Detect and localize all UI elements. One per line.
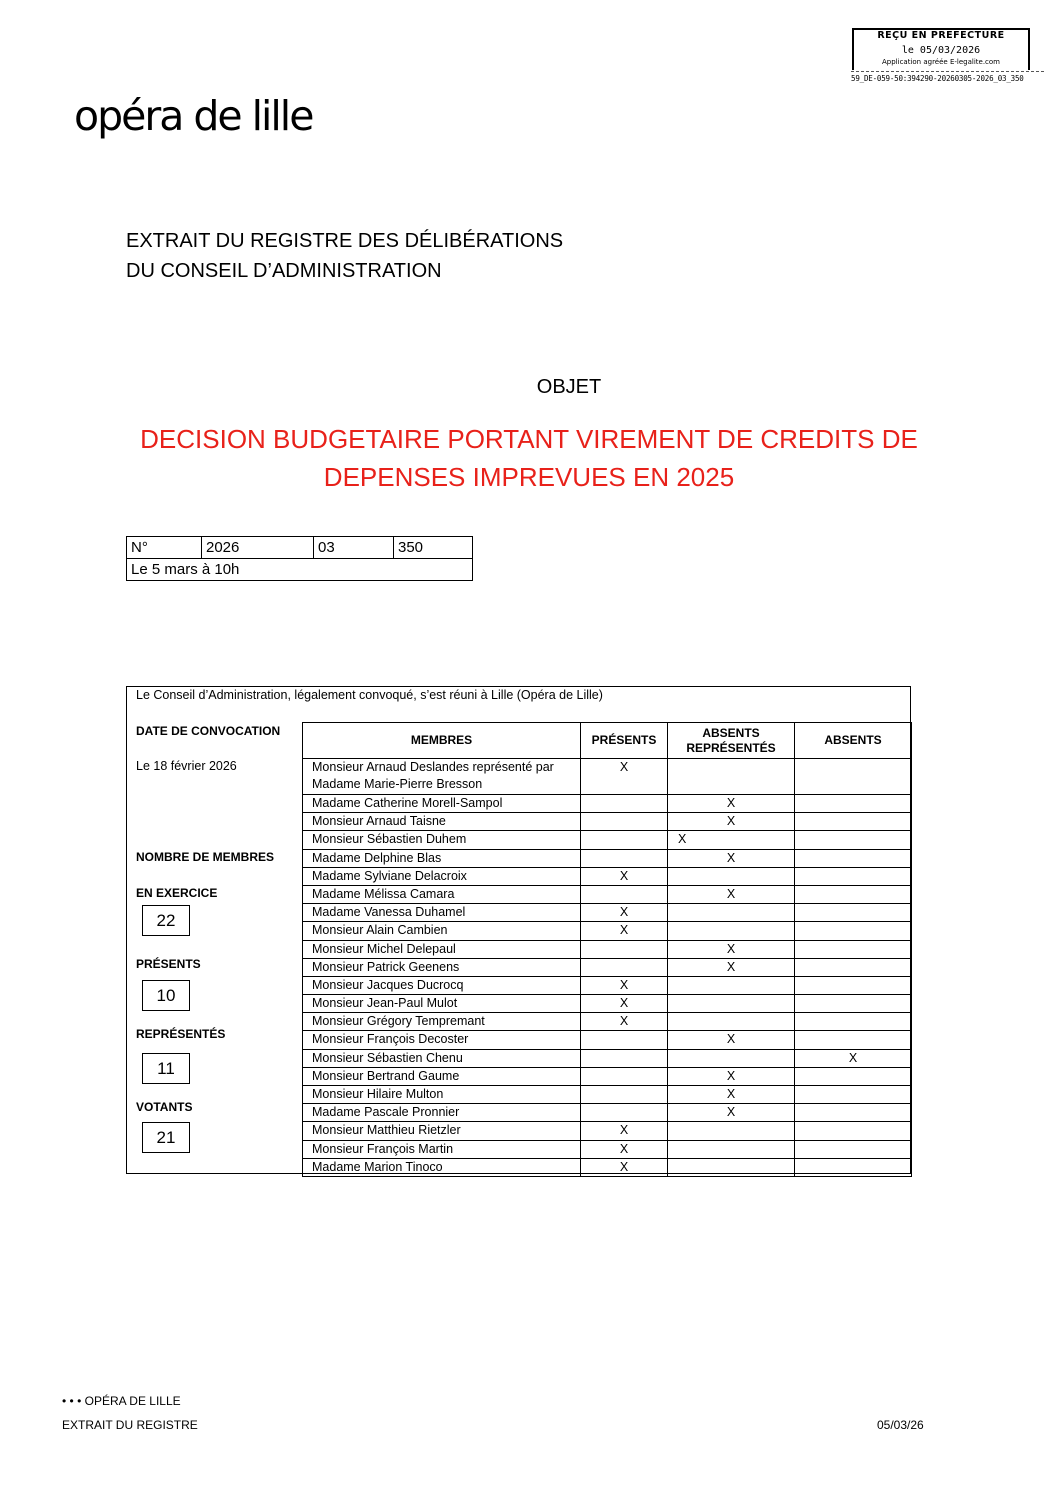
member-name-line: Madame Marion Tinoco [312,1159,443,1174]
extract-title-line-1: EXTRAIT DU REGISTRE DES DÉLIBÉRATIONS [126,230,564,252]
member-present-mark [581,1049,668,1067]
member-represented-mark [668,1140,795,1158]
member-represented-mark [668,976,795,994]
member-name-line: Monsieur François Martin [312,1141,454,1156]
member-present-mark [581,813,668,831]
represents-count: 11 [142,1053,190,1084]
member-name-line: Monsieur Jacques Ducrocq [312,977,464,992]
member-row [303,1140,912,1158]
member-name [303,1031,581,1049]
member-name-line: Monsieur Arnaud Deslandes représenté par [312,760,554,774]
member-absent-mark [795,885,912,903]
convocation-date: Le 18 février 2026 [136,759,237,773]
member-present-mark [581,849,668,867]
member-row [303,1013,912,1031]
header-presents: PRÉSENTS [581,723,668,759]
member-represented-mark: X [668,831,795,849]
member-name [303,958,581,976]
member-present-mark: X [581,1122,668,1140]
member-name [303,922,581,940]
member-represented-mark [668,995,795,1013]
n-number: 350 [394,537,473,559]
member-name-line: Madame Mélissa Camara [312,886,455,901]
member-row [303,958,912,976]
member-absent-mark [795,1013,912,1031]
meeting-intro: Le Conseil d’Administration, légalement convoqué, s’est réuni à Lille (Opéra de Lille) [136,688,603,702]
member-absent-mark [795,1158,912,1176]
prefecture-stamp [852,28,1028,70]
member-row [303,1122,912,1140]
member-present-mark: X [581,1140,668,1158]
member-name [303,995,581,1013]
member-name [303,976,581,994]
member-represented-mark [668,1122,795,1140]
footer-date: 05/03/26 [877,1418,924,1432]
member-row [303,759,912,795]
stamp-date: le 05/03/2026 [901,45,981,56]
member-absent-mark: X [795,1049,912,1067]
member-represented-mark: X [668,940,795,958]
votants-label: VOTANTS [136,1100,193,1114]
member-name-line: Monsieur Hilaire Multon [312,1087,444,1101]
date-row [127,559,473,581]
member-name-line: Madame Pascale Pronnier [312,1105,460,1120]
member-row [303,795,912,813]
member-name-line: Monsieur François Decoster [312,1032,469,1047]
member-absent-mark [795,831,912,849]
member-absent-mark [795,759,912,795]
member-present-mark [581,1067,668,1085]
member-represented-mark: X [668,795,795,813]
member-row [303,849,912,867]
member-row [303,1158,912,1176]
member-row [303,976,912,994]
member-absent-mark [795,1086,912,1104]
membres-label: NOMBRE DE MEMBRES [136,850,275,864]
member-represented-mark [668,1158,795,1176]
member-present-mark [581,885,668,903]
member-name [303,1122,581,1140]
member-present-mark: X [581,904,668,922]
member-absent-mark [795,1031,912,1049]
member-row [303,904,912,922]
represents-label: REPRÉSENTÉS [136,1027,226,1041]
votants-count: 21 [142,1122,190,1153]
member-absent-mark [795,849,912,867]
exercice-label: EN EXERCICE [136,886,218,900]
member-row [303,1067,912,1085]
member-name [303,1158,581,1176]
footer-doc: EXTRAIT DU REGISTRE [62,1418,198,1432]
member-row [303,831,912,849]
member-absent-mark [795,958,912,976]
meeting-date: Le 5 mars à 10h [127,559,473,581]
members-body [303,759,912,1177]
member-represented-mark [668,867,795,885]
member-represented-mark: X [668,1086,795,1104]
member-name [303,759,581,795]
header-absents-represents-line-2: REPRÉSENTÉS [686,740,776,755]
member-present-mark [581,940,668,958]
member-represented-mark [668,922,795,940]
member-name [303,1067,581,1085]
member-absent-mark [795,1104,912,1122]
member-represented-mark [668,1049,795,1067]
member-name [303,813,581,831]
member-absent-mark [795,1067,912,1085]
member-name [303,940,581,958]
member-name [303,1013,581,1031]
member-absent-mark [795,976,912,994]
member-represented-mark: X [668,849,795,867]
presents-label: PRÉSENTS [136,957,201,971]
member-present-mark [581,1086,668,1104]
member-name-line: Madame Vanessa Duhamel [312,905,466,920]
number-row [127,537,473,559]
member-row [303,1049,912,1067]
member-name-line: Monsieur Alain Cambien [312,923,448,938]
opera-logo: opéra de lille [74,92,313,140]
member-present-mark: X [581,1013,668,1031]
deliberation-number-table [126,536,473,581]
objet-label: OBJET [536,376,602,398]
members-header-row [303,723,912,759]
member-name [303,831,581,849]
member-absent-mark [795,940,912,958]
member-name [303,867,581,885]
member-absent-mark [795,867,912,885]
member-name-line: Monsieur Matthieu Rietzler [312,1123,461,1138]
member-present-mark [581,831,668,849]
member-name-line: Madame Sylviane Delacroix [312,868,467,883]
member-absent-mark [795,1122,912,1140]
member-present-mark [581,1104,668,1122]
member-name [303,1140,581,1158]
member-represented-mark: X [668,1031,795,1049]
member-present-mark: X [581,922,668,940]
header-absents-represents-line-1: ABSENTS [702,725,760,740]
decision-line-1: DECISION BUDGETAIRE PORTANT VIREMENT DE CREDITS DE [140,424,918,454]
member-name [303,885,581,903]
n-month: 03 [314,537,394,559]
n-year: 2026 [202,537,314,559]
member-row [303,1031,912,1049]
member-represented-mark: X [668,1067,795,1085]
footer-org: • • • OPÉRA DE LILLE [62,1394,181,1408]
member-name-line: Monsieur Sébastien Duhem [312,832,467,847]
convocation-label: DATE DE CONVOCATION [136,724,281,738]
stamp-reference: 59_DE-059-50:394290-20260305-2026_03_350 [851,74,1024,83]
header-absents-represents [668,723,795,759]
member-present-mark: X [581,759,668,795]
member-row [303,1104,912,1122]
member-name [303,1104,581,1122]
member-absent-mark [795,813,912,831]
extract-title [126,226,563,286]
member-present-mark [581,1031,668,1049]
decision-line-2: DEPENSES IMPREVUES EN 2025 [323,462,735,492]
member-name-line: Monsieur Arnaud Taisne [312,814,446,829]
stamp-divider [851,71,1044,72]
member-present-mark: X [581,1158,668,1176]
member-name-line: Madame Marie-Pierre Bresson [312,777,483,791]
member-present-mark: X [581,995,668,1013]
member-name [303,849,581,867]
member-name-line: Monsieur Grégory Tempremant [312,1014,485,1029]
stamp-app: Application agréée E-legalite.com [882,58,1000,66]
member-absent-mark [795,922,912,940]
member-represented-mark [668,759,795,795]
member-row [303,995,912,1013]
stamp-title: REÇU EN PREFECTURE [877,30,1005,41]
header-membres: MEMBRES [303,723,581,759]
decision-title [0,420,1058,496]
member-represented-mark [668,1013,795,1031]
member-name [303,904,581,922]
presents-count: 10 [142,980,190,1011]
member-present-mark [581,958,668,976]
member-represented-mark: X [668,1104,795,1122]
member-row [303,922,912,940]
member-present-mark [581,795,668,813]
member-name [303,1086,581,1104]
member-represented-mark [668,904,795,922]
member-name-line: Monsieur Jean-Paul Mulot [312,996,458,1011]
member-represented-mark: X [668,958,795,976]
member-name-line: Madame Catherine Morell-Sampol [312,796,503,810]
member-name-line: Monsieur Patrick Geenens [312,959,460,974]
member-row [303,940,912,958]
member-name-line: Madame Delphine Blas [312,850,442,865]
member-present-mark: X [581,976,668,994]
member-name-line: Monsieur Bertrand Gaume [312,1068,460,1083]
member-row [303,885,912,903]
member-present-mark: X [581,867,668,885]
member-absent-mark [795,904,912,922]
member-name-line: Monsieur Michel Delepaul [312,941,456,956]
header-absents: ABSENTS [795,723,912,759]
member-represented-mark: X [668,885,795,903]
n-label: N° [127,537,202,559]
member-name [303,1049,581,1067]
member-row [303,1086,912,1104]
members-table [302,722,912,1177]
member-row [303,867,912,885]
exercice-count: 22 [142,905,190,936]
member-absent-mark [795,1140,912,1158]
member-absent-mark [795,995,912,1013]
member-name-line: Monsieur Sébastien Chenu [312,1050,463,1065]
member-row [303,813,912,831]
member-absent-mark [795,795,912,813]
member-name [303,795,581,813]
extract-title-line-2: DU CONSEIL D’ADMINISTRATION [126,260,442,282]
member-represented-mark: X [668,813,795,831]
